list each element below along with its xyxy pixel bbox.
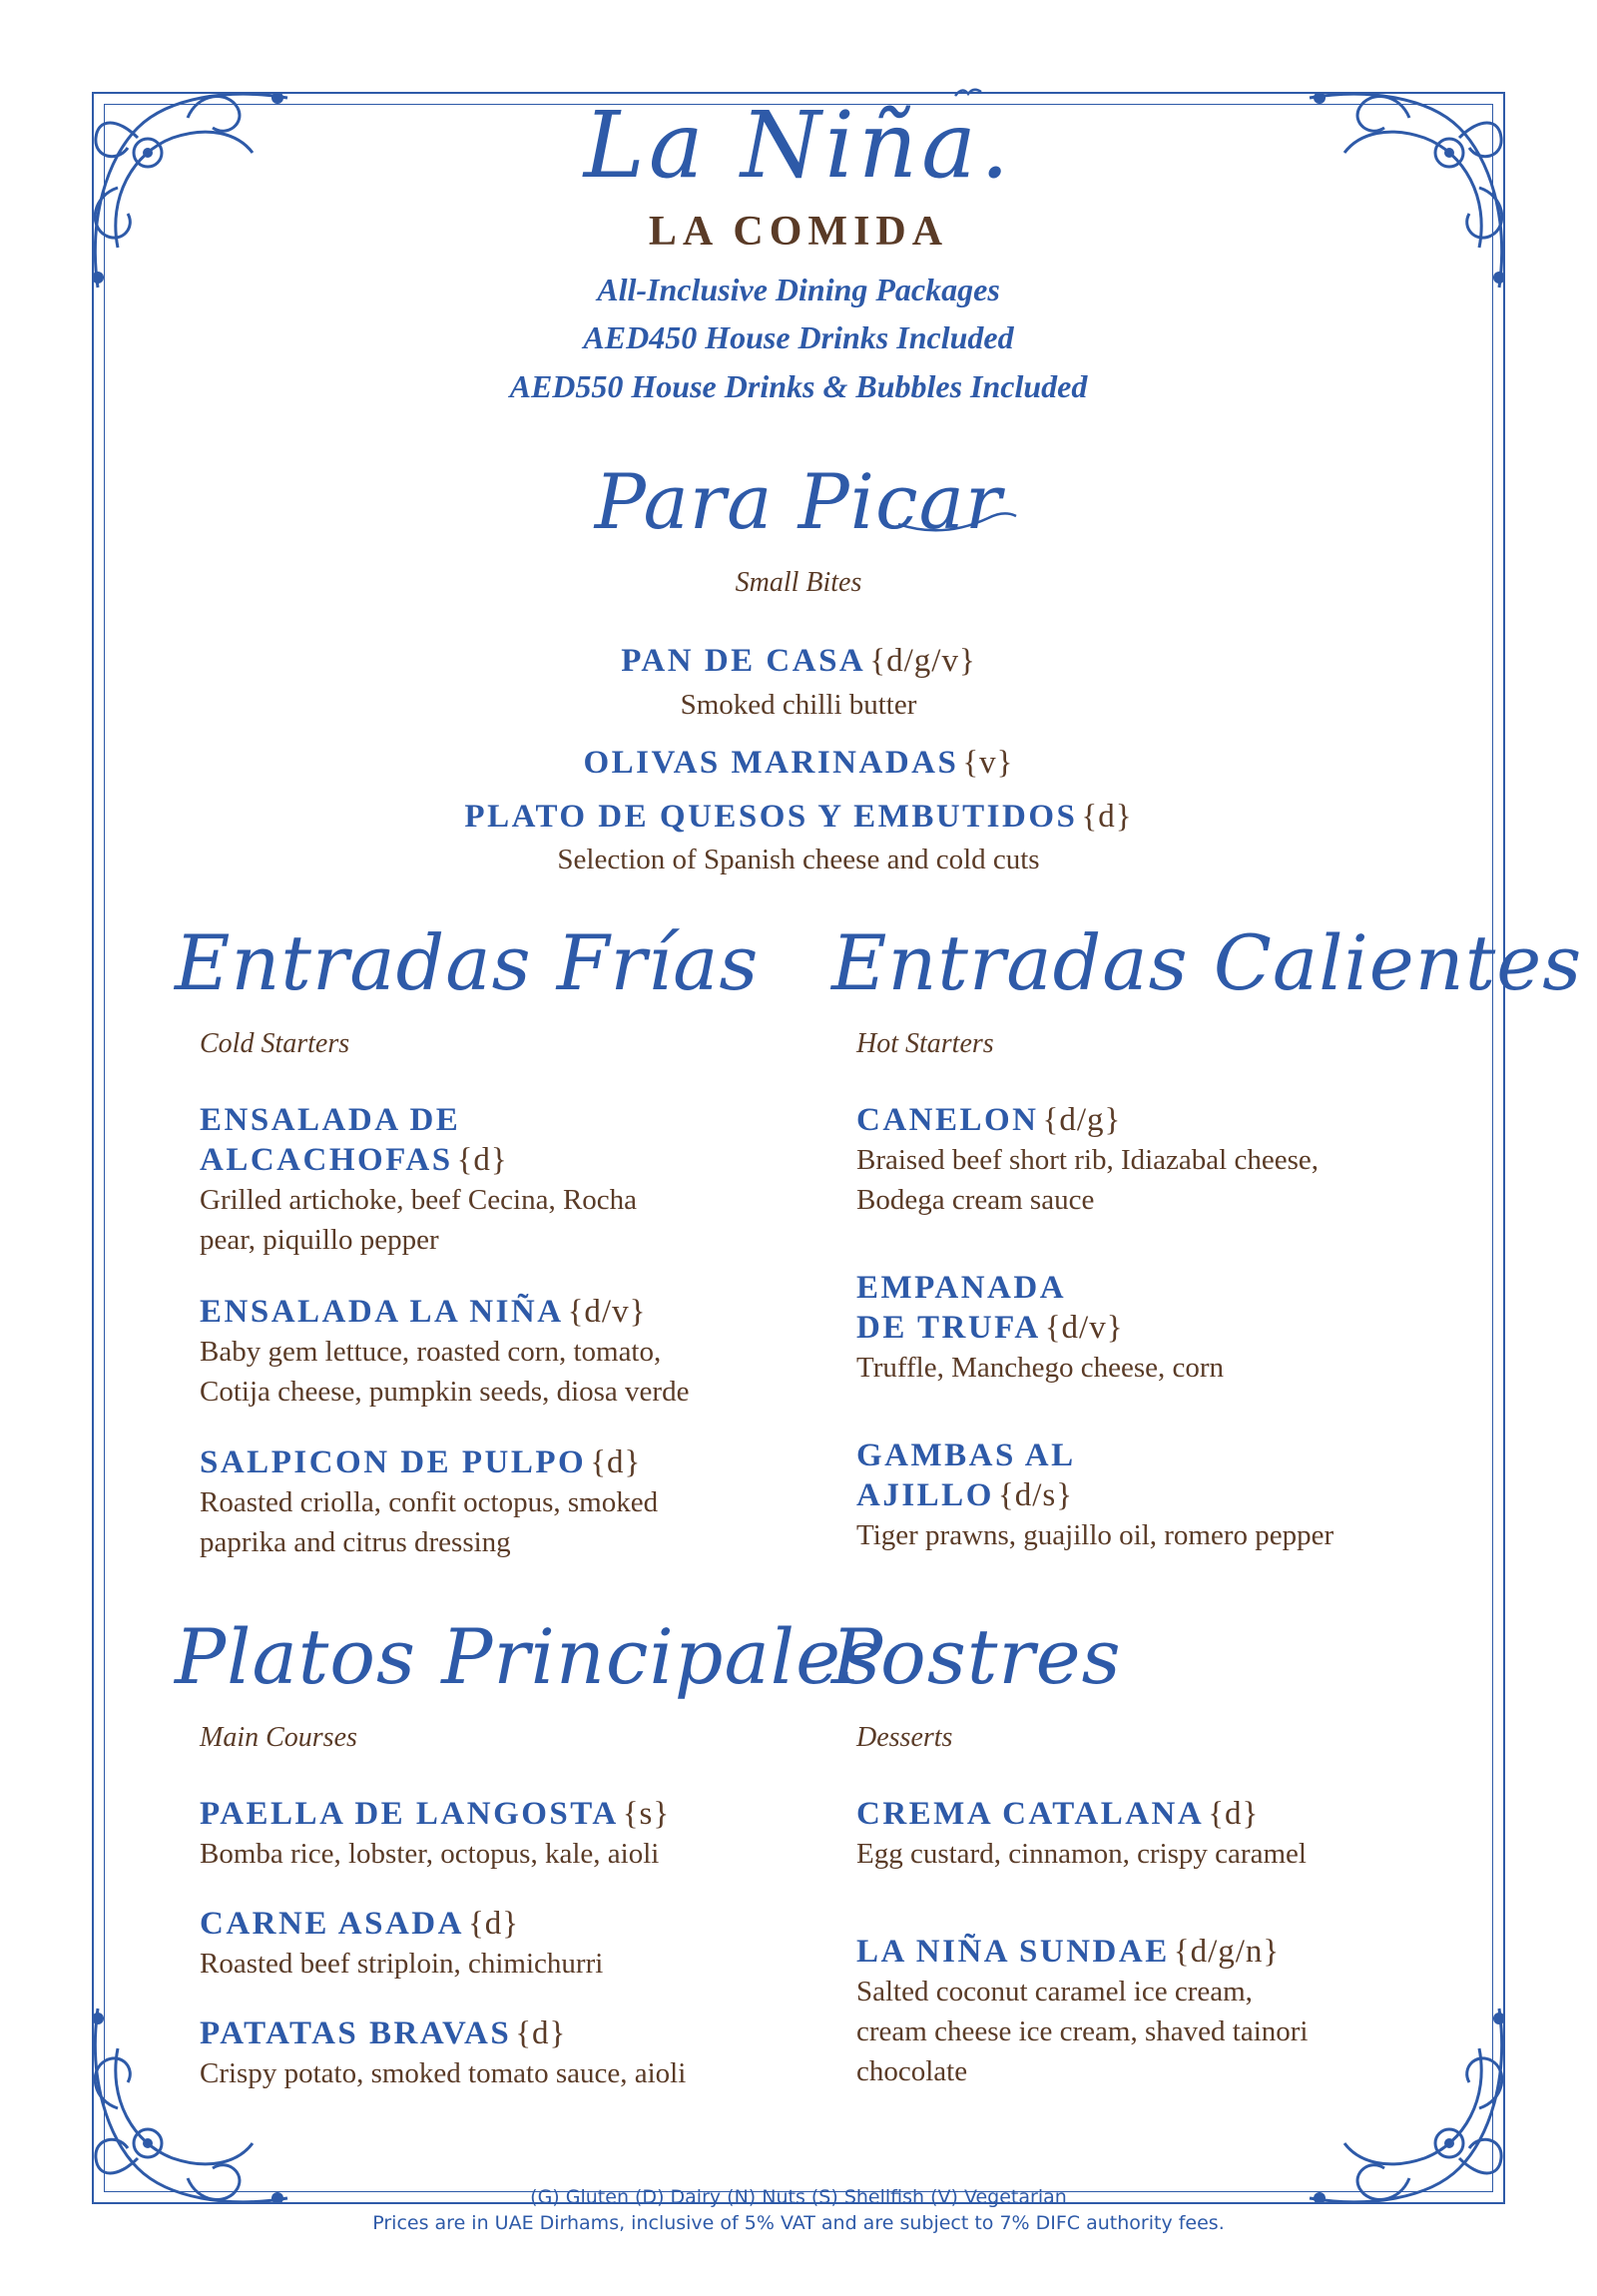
dish-description: Bomba rice, lobster, octopus, kale, aioli xyxy=(200,1838,660,1870)
menu-item xyxy=(856,1794,1475,1874)
package-line: All-Inclusive Dining Packages xyxy=(597,272,1000,307)
dish-description: Braised beef short rib, Idiazabal cheese, xyxy=(856,1144,1319,1176)
flourish-icon xyxy=(898,504,1018,534)
section-heading: Para Picar xyxy=(594,457,1003,546)
dish-description: paprika and citrus dressing xyxy=(200,1526,511,1558)
dish-description: Salted coconut caramel ice cream, xyxy=(856,1976,1253,2008)
dish-name: ENSALADA DE xyxy=(200,1102,461,1138)
dish-name: LA NIÑA SUNDAE xyxy=(856,1934,1170,1970)
dish-name: ALCACHOFAS xyxy=(200,1142,453,1178)
bird-icon xyxy=(953,86,983,100)
dish-name: PATATAS BRAVAS xyxy=(200,2015,512,2051)
menu-item xyxy=(0,745,1597,782)
menu-item xyxy=(856,1932,1475,2091)
menu-item xyxy=(856,1268,1475,1388)
package-line: AED450 House Drinks Included xyxy=(583,319,1014,355)
dish-description: Smoked chilli butter xyxy=(680,689,917,721)
menu-item xyxy=(200,1292,818,1412)
dish-description: Selection of Spanish cheese and cold cuts xyxy=(557,844,1040,875)
section-subtitle: Desserts xyxy=(856,1722,953,1753)
dish-name: ENSALADA LA NIÑA xyxy=(200,1294,564,1330)
dietary-tag: {d} xyxy=(515,2015,567,2051)
menu-item xyxy=(200,1904,818,1984)
menu-item xyxy=(200,2013,818,2093)
section-heading: Entradas Calientes xyxy=(831,918,1583,1007)
dietary-tag: {d} xyxy=(456,1142,508,1178)
dish-name: SALPICON DE PULPO xyxy=(200,1444,587,1480)
dish-name: OLIVAS MARINADAS xyxy=(583,745,959,781)
menu-item xyxy=(0,643,1597,680)
dish-description: chocolate xyxy=(856,2055,968,2087)
dish-description: Crispy potato, smoked tomato sauce, aioli xyxy=(200,2057,687,2089)
dish-name: CREMA CATALANA xyxy=(856,1796,1205,1832)
dietary-tag: {d/s} xyxy=(997,1477,1074,1513)
price-note: Prices are in UAE Dirhams, inclusive of 5% VAT and are subject to 7% DIFC authority fees. xyxy=(372,2212,1225,2234)
dietary-tag: {d/g/v} xyxy=(869,643,976,679)
section-heading: Entradas Frías xyxy=(175,918,760,1007)
section-heading: Postres xyxy=(831,1612,1122,1701)
dish-name: PLATO DE QUESOS Y EMBUTIDOS xyxy=(464,799,1078,835)
section-subtitle: Cold Starters xyxy=(200,1028,350,1059)
menu-title: LA COMIDA xyxy=(648,209,949,255)
dish-description: Tiger prawns, guajillo oil, romero pepper xyxy=(856,1519,1334,1551)
dietary-tag: {d} xyxy=(1208,1796,1260,1832)
section-heading: Platos Principales xyxy=(175,1612,882,1701)
menu-item xyxy=(0,799,1597,836)
dietary-tag: {v} xyxy=(962,745,1014,781)
dish-name: PAN DE CASA xyxy=(621,643,866,679)
dish-name: DE TRUFA xyxy=(856,1310,1041,1346)
section-subtitle: Main Courses xyxy=(200,1722,357,1753)
section-subtitle: Small Bites xyxy=(735,567,862,598)
allergen-legend: (G) Gluten (D) Dairy (N) Nuts (S) Shellfish (V) Vegetarian xyxy=(530,2186,1067,2208)
restaurant-logo: La Niña. xyxy=(583,92,1014,199)
menu-item xyxy=(856,1435,1475,1555)
dish-description: Roasted beef striploin, chimichurri xyxy=(200,1948,604,1980)
dish-name: EMPANADA xyxy=(856,1270,1067,1306)
dish-description: Bodega cream sauce xyxy=(856,1184,1095,1216)
dish-description: Truffle, Manchego cheese, corn xyxy=(856,1352,1225,1384)
dish-description: pear, piquillo pepper xyxy=(200,1224,439,1256)
dish-description: Baby gem lettuce, roasted corn, tomato, xyxy=(200,1336,662,1368)
dish-name: PAELLA DE LANGOSTA xyxy=(200,1796,619,1832)
package-line: AED550 House Drinks & Bubbles Included xyxy=(509,368,1088,404)
dietary-tag: {d/g} xyxy=(1042,1102,1122,1138)
dietary-tag: {d} xyxy=(467,1906,520,1942)
menu-item xyxy=(200,1100,818,1260)
dietary-tag: {d/v} xyxy=(567,1294,647,1330)
dish-description: Egg custard, cinnamon, crispy caramel xyxy=(856,1838,1307,1870)
dietary-tag: {d/v} xyxy=(1044,1310,1124,1346)
dish-description: Cotija cheese, pumpkin seeds, diosa verde xyxy=(200,1376,690,1408)
dietary-tag: {d} xyxy=(1081,799,1133,835)
dish-name: AJILLO xyxy=(856,1477,994,1513)
section-subtitle: Hot Starters xyxy=(856,1028,994,1059)
dietary-tag: {s} xyxy=(622,1796,671,1832)
dish-name: CARNE ASADA xyxy=(200,1906,464,1942)
dish-description: Grilled artichoke, beef Cecina, Rocha xyxy=(200,1184,638,1216)
dietary-tag: {d/g/n} xyxy=(1173,1934,1281,1970)
dish-name: GAMBAS AL xyxy=(856,1437,1076,1473)
dish-description: cream cheese ice cream, shaved tainori xyxy=(856,2015,1309,2047)
dietary-tag: {d} xyxy=(590,1444,642,1480)
dish-description: Roasted criolla, confit octopus, smoked xyxy=(200,1486,659,1518)
menu-item xyxy=(856,1100,1475,1220)
dish-name: CANELON xyxy=(856,1102,1039,1138)
menu-item xyxy=(200,1794,818,1874)
menu-item xyxy=(200,1442,818,1562)
